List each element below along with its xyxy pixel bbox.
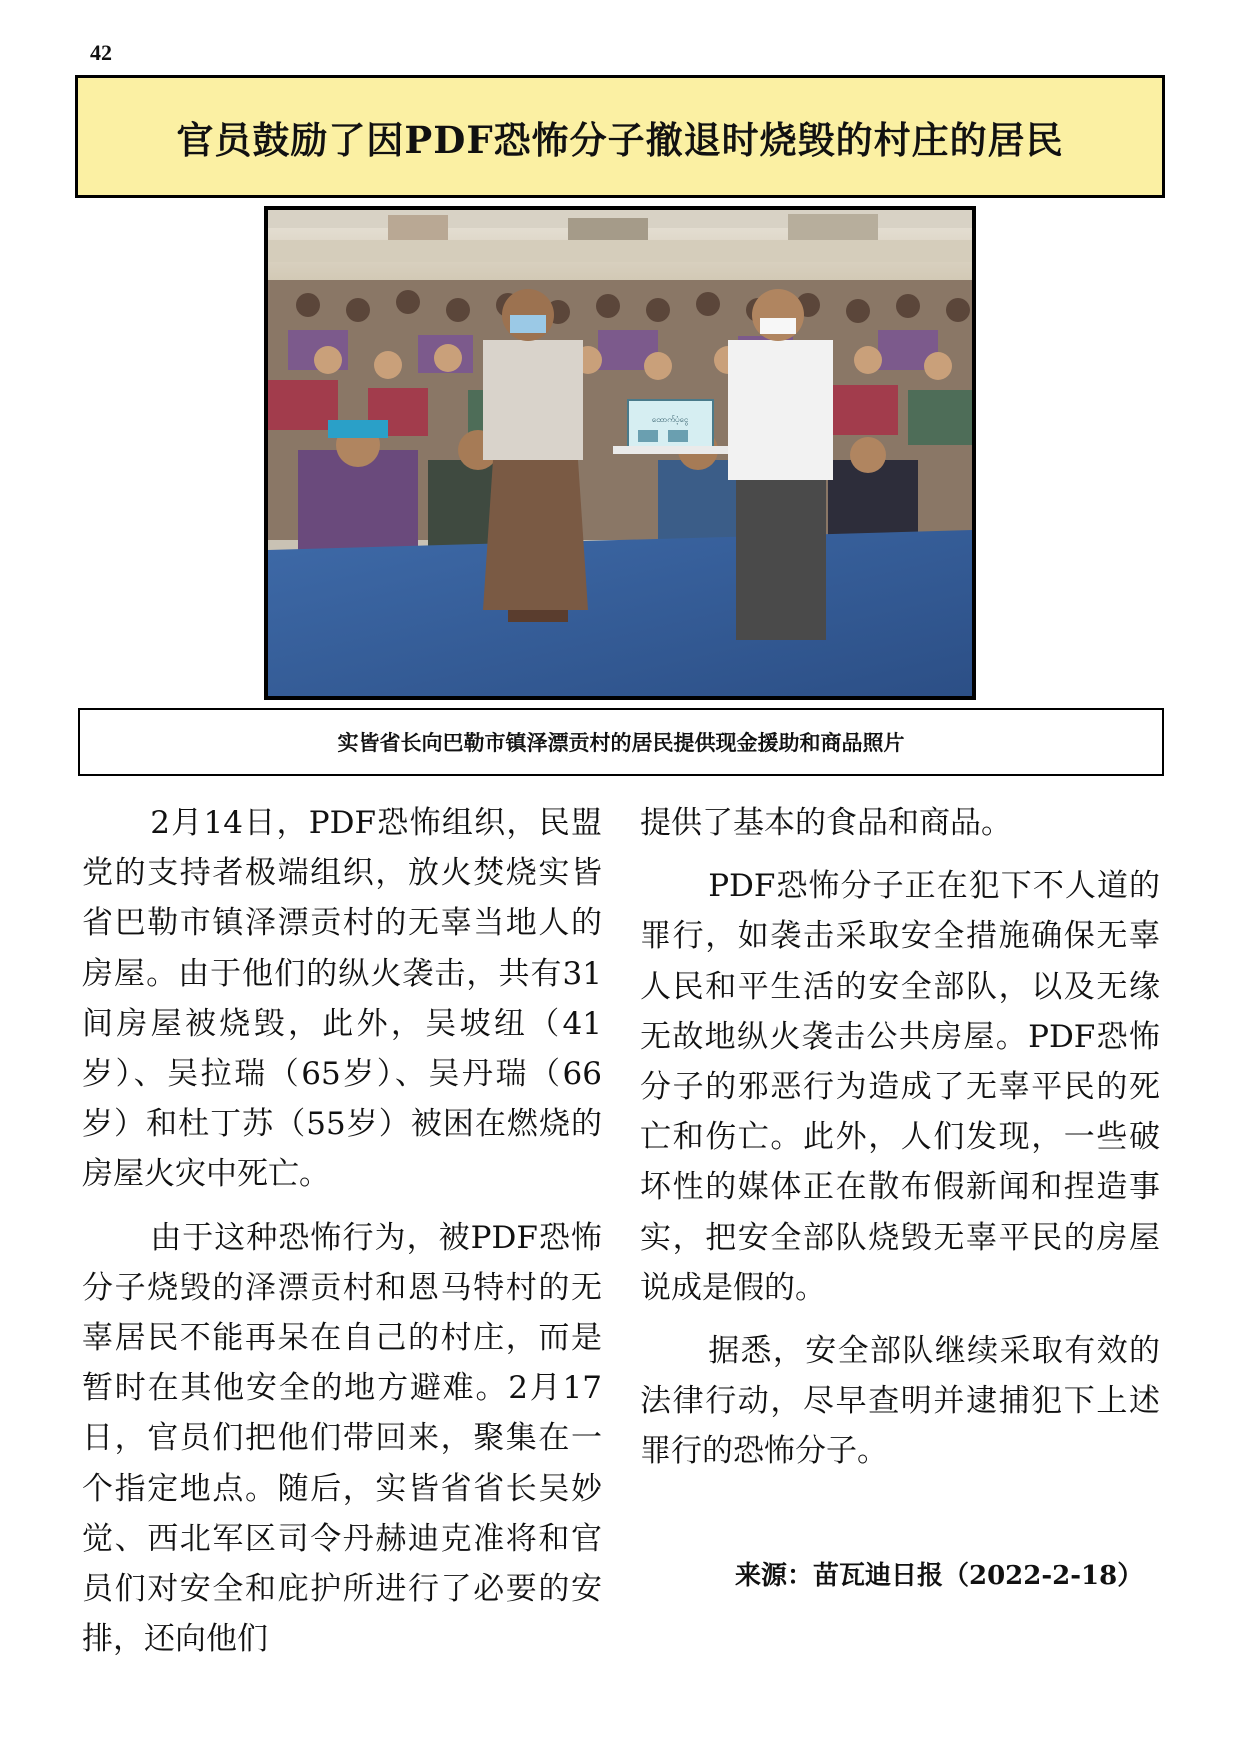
source-credit: 来源：苗瓦迪日报（2022-2-18） bbox=[735, 1561, 1144, 1591]
article-paragraph: 据悉，安全部队继续采取有效的法律行动，尽早查明并逮捕犯下上述罪行的恐怖分子。 bbox=[640, 1333, 1160, 1470]
photo-icon bbox=[268, 210, 972, 696]
page-number: 42 bbox=[90, 40, 112, 65]
photo-caption-box bbox=[78, 708, 1164, 776]
article-paragraph: 由于这种恐怖行为，被PDF恐怖分子烧毁的泽漂贡村和恩马特村的无辜居民不能再呆在自己的村庄，而是暂时在其他安全的地方避难。2月17日，官员们把他们带回来，聚集在一个指定地点。随后，实皆省省长吴妙觉、西北军区司令丹赫迪克准将和官员们对安全和庇护所进行了必要的安排，还向他们 bbox=[82, 1219, 602, 1658]
article-paragraph: 提供了基本的食品和商品。 bbox=[640, 805, 1012, 841]
photo-caption: 实皆省长向巴勒市镇泽漂贡村的居民提供现金援助和商品照片 bbox=[337, 730, 905, 755]
box-label: ထောက်ပံ့ငွေ bbox=[651, 415, 689, 424]
article-paragraph: PDF恐怖分子正在犯下不人道的罪行，如袭击采取安全措施确保无辜人民和平生活的安全部队，以及无缘无故地纵火袭击公共房屋。PDF恐怖分子的邪恶行为造成了无辜平民的死亡和伤亡。此外，人们发现，一些破坏性的媒体正在散布假新闻和捏造事实，把安全部队烧毁无辜平民的房屋说成是假的。 bbox=[640, 868, 1160, 1306]
page-title: 官员鼓励了因PDF恐怖分子撤退时烧毁的村庄的居民 bbox=[176, 117, 1064, 162]
article-column-right bbox=[640, 798, 1160, 1490]
article-column-left bbox=[82, 798, 602, 1677]
title-banner bbox=[75, 75, 1165, 198]
article-paragraph: 2月14日，PDF恐怖组织，民盟党的支持者极端组织，放火焚烧实皆省巴勒市镇泽漂贡村的无辜当地人的房屋。由于他们的纵火袭击，共有31间房屋被烧毁，此外，吴坡纽（41岁）、吴拉瑞（65岁）、吴丹瑞（66岁）和杜丁苏（55岁）被困在燃烧的房屋火灾中死亡。 bbox=[82, 805, 602, 1193]
news-photo bbox=[264, 206, 976, 700]
